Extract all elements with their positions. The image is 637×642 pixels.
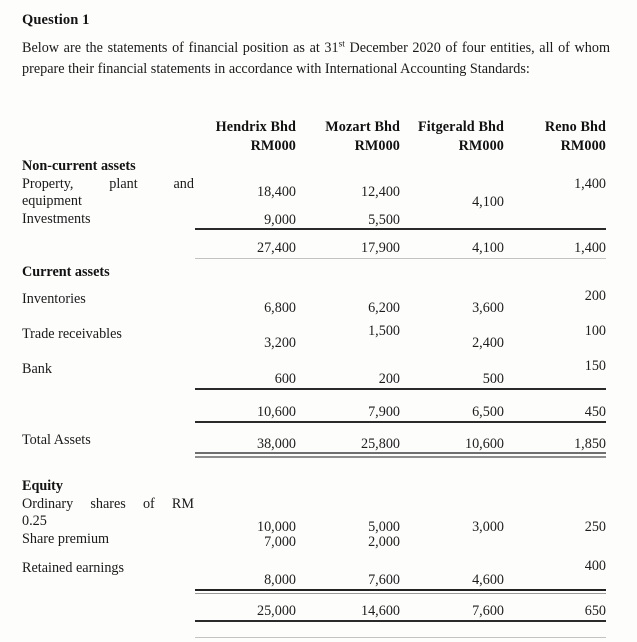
cell-ppe-reno: 1,400: [574, 176, 606, 192]
cell-current-total-fitgerald: 6,500: [472, 404, 504, 420]
cell-equity-total-hendrix: 25,000: [256, 603, 296, 619]
cell-retained-earnings-fitgerald: 4,600: [472, 572, 504, 588]
row-label-inventories: Inventories: [22, 291, 86, 307]
cell-bank-mozart: 200: [378, 371, 400, 387]
cell-ordinary-shares-fitgerald: 3,000: [472, 519, 504, 535]
cell-equity-total-reno: 650: [584, 603, 606, 619]
rule-non-current-assets-bottom: [195, 258, 606, 259]
cell-trade-receivables-reno: 100: [584, 323, 606, 339]
cell-inventories-fitgerald: 3,600: [472, 300, 504, 316]
cell-trade-receivables-hendrix: 3,200: [264, 335, 296, 351]
cell-inventories-reno: 200: [584, 288, 606, 304]
cell-current-total-hendrix: 10,600: [256, 404, 296, 420]
cell-equity-total-mozart: 14,600: [360, 603, 400, 619]
cell-ordinary-shares-mozart: 5,000: [368, 519, 400, 535]
column-header-fitgerald: Fitgerald Bhd: [417, 119, 504, 135]
column-unit-hendrix: RM000: [250, 138, 296, 154]
column-unit-fitgerald: RM000: [458, 138, 504, 154]
cell-current-total-reno: 450: [584, 404, 606, 420]
column-header-hendrix: Hendrix Bhd: [215, 119, 296, 135]
cell-ordinary-shares-reno: 250: [584, 519, 606, 535]
section-heading-non-current-assets: Non-current assets: [22, 158, 136, 174]
section-heading-equity: Equity: [22, 478, 64, 494]
cell-retained-earnings-reno: 400: [584, 558, 606, 574]
rule-page-cutoff: [195, 637, 606, 638]
cell-bank-fitgerald: 500: [482, 371, 504, 387]
cell-non-current-total-fitgerald: 4,100: [472, 240, 504, 256]
row-label-total-assets: Total Assets: [22, 432, 91, 448]
cell-total-assets-fitgerald: 10,600: [464, 436, 504, 452]
cell-ppe-mozart: 12,400: [360, 184, 400, 200]
cell-ordinary-shares-hendrix: 10,000: [256, 519, 296, 535]
column-header-reno: Reno Bhd: [544, 119, 606, 135]
cell-non-current-total-hendrix: 27,400: [256, 240, 296, 256]
row-label-ppe-line1: Property, plant and: [22, 176, 194, 192]
rule-equity-top: [195, 589, 606, 594]
cell-trade-receivables-mozart: 1,500: [368, 323, 400, 339]
row-label-bank: Bank: [22, 361, 52, 377]
page-title: Question 1: [22, 12, 90, 28]
cell-trade-receivables-fitgerald: 2,400: [472, 335, 504, 351]
cell-non-current-total-mozart: 17,900: [360, 240, 400, 256]
cell-investments-hendrix: 9,000: [264, 212, 296, 228]
cell-current-total-mozart: 7,900: [368, 404, 400, 420]
row-label-investments: Investments: [22, 211, 91, 227]
intro-text-before-date: Below are the statements of financial position as at 31: [22, 40, 339, 56]
rule-current-assets-bottom: [195, 421, 606, 423]
cell-non-current-total-reno: 1,400: [574, 240, 606, 256]
cell-share-premium-mozart: 2,000: [368, 534, 400, 550]
column-unit-mozart: RM000: [354, 138, 400, 154]
row-label-trade-receivables: Trade receivables: [22, 326, 122, 342]
cell-inventories-hendrix: 6,800: [264, 300, 296, 316]
cell-retained-earnings-mozart: 7,600: [368, 572, 400, 588]
rule-current-assets-top: [195, 388, 606, 390]
cell-share-premium-hendrix: 7,000: [264, 534, 296, 550]
row-label-ordinary-shares-line1: Ordinary shares of RM: [22, 496, 194, 512]
row-label-ppe-line2: equipment: [22, 193, 82, 209]
cell-total-assets-mozart: 25,800: [360, 436, 400, 452]
intro-text-after-date: December 2020 of four entities, all of whom prepare their financial statements in accordance with International Accounting Standards:: [22, 40, 610, 77]
rule-total-assets: [195, 452, 606, 458]
row-label-share-premium: Share premium: [22, 531, 110, 547]
cell-inventories-mozart: 6,200: [368, 300, 400, 316]
column-unit-reno: RM000: [560, 138, 606, 154]
cell-total-assets-reno: 1,850: [574, 436, 606, 452]
column-header-mozart: Mozart Bhd: [325, 119, 400, 135]
section-heading-current-assets: Current assets: [22, 264, 110, 280]
cell-equity-total-fitgerald: 7,600: [472, 603, 504, 619]
row-label-retained-earnings: Retained earnings: [22, 560, 125, 576]
cell-ppe-fitgerald: 4,100: [472, 194, 504, 210]
date-ordinal-suffix: st: [338, 39, 345, 50]
cell-retained-earnings-hendrix: 8,000: [264, 572, 296, 588]
cell-ppe-hendrix: 18,400: [256, 184, 296, 200]
cell-investments-mozart: 5,500: [368, 212, 400, 228]
cell-bank-hendrix: 600: [274, 371, 296, 387]
rule-equity-bottom: [195, 620, 606, 622]
cell-bank-reno: 150: [584, 358, 606, 374]
cell-total-assets-hendrix: 38,000: [256, 436, 296, 452]
rule-non-current-assets-top: [195, 228, 606, 230]
row-label-ordinary-shares-line2: 0.25: [22, 513, 47, 529]
